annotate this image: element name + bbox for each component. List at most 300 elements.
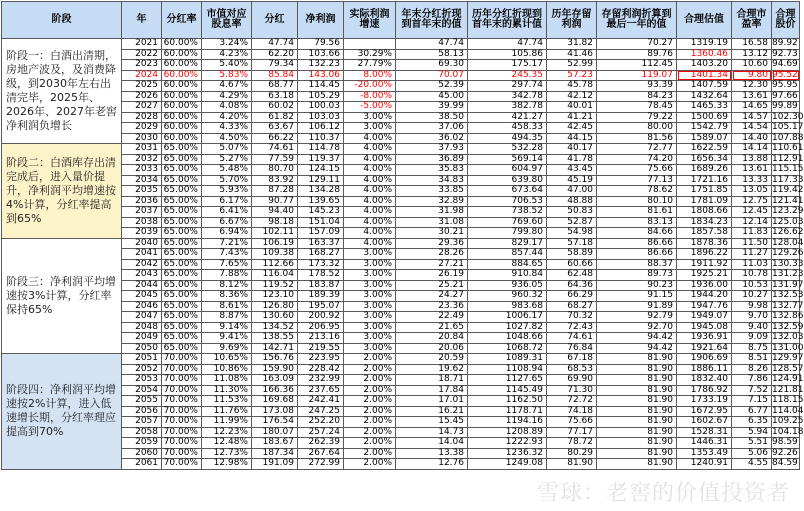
table-cell: 79.56 — [298, 39, 344, 50]
table-cell: 1672.95 — [677, 406, 732, 417]
table-cell: 90.77 — [252, 196, 298, 207]
table-cell: 65.00% — [162, 259, 202, 270]
table-cell: 47.74 — [468, 39, 547, 50]
table-cell: 769.60 — [468, 217, 547, 228]
table-cell: 132.53 — [772, 290, 804, 301]
table-cell: 40.17 — [547, 144, 597, 155]
table-cell: 1240.91 — [677, 459, 732, 470]
table-cell: 126.62 — [772, 227, 804, 238]
table-cell: 3.00% — [344, 249, 396, 260]
column-header: 年末分红折现到首年末的值 — [396, 2, 468, 39]
table-cell: 2033 — [122, 165, 162, 176]
table-cell: 2045 — [122, 291, 162, 302]
table-cell: 112.45 — [597, 60, 677, 71]
table-cell: 2023 — [122, 60, 162, 71]
table-cell: 31.82 — [547, 39, 597, 50]
table-cell: 36.89 — [396, 154, 468, 165]
table-cell: 5.48% — [202, 165, 252, 176]
table-cell: 145.23 — [298, 207, 344, 218]
column-header: 年 — [122, 2, 162, 39]
table-cell: 1786.92 — [677, 385, 732, 396]
table-cell: 124.91 — [772, 374, 804, 385]
table-cell: 1936.00 — [677, 280, 732, 291]
table-cell: 109.25 — [772, 416, 804, 427]
table-cell: 1249.08 — [468, 459, 547, 470]
table-cell: 65.00% — [162, 196, 202, 207]
table-cell: 5.93% — [202, 186, 252, 197]
table-row — [2, 217, 800, 228]
table-cell: 187.34 — [252, 448, 298, 459]
table-cell: 18.71 — [396, 375, 468, 386]
table-row — [2, 91, 800, 102]
table-cell: 189.39 — [298, 291, 344, 302]
column-header: 存留利润折算到最后一年的值 — [597, 2, 677, 39]
table-cell: 81.90 — [597, 375, 677, 386]
table-cell: 191.09 — [252, 459, 298, 470]
table-cell: 47.74 — [396, 39, 468, 50]
table-cell — [344, 39, 396, 50]
table-cell: 112.66 — [252, 259, 298, 270]
table-cell: 70.32 — [547, 312, 597, 323]
table-cell: 19.62 — [396, 364, 468, 375]
table-cell: 97.66 — [772, 90, 798, 101]
table-cell: 95.52 — [772, 69, 798, 80]
table-cell: 79.34 — [252, 60, 298, 71]
table-cell: 70.00% — [162, 406, 202, 417]
table-cell: 8.61% — [202, 301, 252, 312]
table-cell: 65.00% — [162, 322, 202, 333]
table-cell: 99.89 — [772, 101, 798, 112]
table-cell: 72.77 — [597, 144, 677, 155]
table-cell: 569.14 — [468, 154, 547, 165]
table-row — [2, 396, 800, 407]
table-cell: 64.36 — [547, 280, 597, 291]
column-header: 分红率 — [162, 2, 202, 39]
table-cell: 81.90 — [597, 438, 677, 449]
table-cell: 2.00% — [344, 427, 396, 438]
table-cell: 2022 — [122, 49, 162, 60]
table-cell: 11.30% — [202, 385, 252, 396]
table-cell: 94.40 — [252, 207, 298, 218]
table-cell: 2037 — [122, 207, 162, 218]
table-cell: 12.73% — [202, 448, 252, 459]
table-cell: 109.38 — [252, 249, 298, 260]
table-cell: 1236.32 — [468, 448, 547, 459]
table-cell: 129.97 — [772, 353, 804, 364]
table-row — [2, 112, 800, 123]
table-cell: 20.59 — [396, 354, 468, 365]
table-cell: 1733.19 — [677, 396, 732, 407]
table-cell: 48.88 — [547, 196, 597, 207]
table-cell: 213.16 — [298, 333, 344, 344]
table-cell: 129.26 — [772, 248, 804, 259]
table-cell: 829.17 — [468, 238, 547, 249]
table-cell: 39.99 — [396, 102, 468, 113]
table-cell: 119.07 — [597, 70, 677, 81]
table-row — [2, 49, 800, 60]
table-cell: 458.33 — [468, 123, 547, 134]
table-cell: 106.19 — [252, 238, 298, 249]
table-cell: 87.28 — [252, 186, 298, 197]
table-cell: 27.79% — [344, 60, 396, 71]
table-cell: 81.90 — [597, 385, 677, 396]
table-row — [2, 144, 800, 155]
table-cell: 3.24% — [202, 39, 252, 50]
table-cell: 9.80 — [732, 70, 772, 81]
table-cell: 68.27 — [547, 301, 597, 312]
table-cell: 26.19 — [396, 270, 468, 281]
table-cell: 70.00% — [162, 385, 202, 396]
table-cell: 2021 — [122, 39, 162, 50]
table-cell: 100.03 — [298, 102, 344, 113]
table-cell: 252.20 — [298, 417, 344, 428]
table-cell: 857.44 — [468, 249, 547, 260]
table-cell: 163.37 — [298, 238, 344, 249]
table-cell: 47.00 — [547, 186, 597, 197]
table-cell: 37.06 — [396, 123, 468, 134]
table-cell: 34.83 — [396, 175, 468, 186]
table-cell: 78.45 — [597, 102, 677, 113]
table-cell: 45.19 — [547, 175, 597, 186]
table-cell: 44.15 — [547, 133, 597, 144]
table-cell: 1465.33 — [677, 102, 732, 113]
table-cell: 31.08 — [396, 217, 468, 228]
table-cell: 2054 — [122, 385, 162, 396]
table-cell: 228.42 — [298, 364, 344, 375]
table-cell: 1006.17 — [468, 312, 547, 323]
table-row — [2, 196, 800, 207]
table-cell: 60.00% — [162, 112, 202, 123]
table-cell: 54.98 — [547, 228, 597, 239]
table-cell: 81.90 — [597, 354, 677, 365]
table-cell: 257.24 — [298, 427, 344, 438]
table-cell: 168.27 — [298, 249, 344, 260]
table-cell: 10.78 — [732, 270, 772, 281]
table-cell: 4.20% — [202, 112, 252, 123]
table-cell: 28.26 — [396, 249, 468, 260]
table-cell: 134.28 — [298, 186, 344, 197]
table-cell: 14.04 — [396, 438, 468, 449]
table-cell: 1945.08 — [677, 322, 732, 333]
table-cell: 50.83 — [547, 207, 597, 218]
table-cell: 11.03 — [732, 259, 772, 270]
table-cell: 1194.16 — [468, 417, 547, 428]
table-cell: 157.09 — [298, 228, 344, 239]
table-cell: 2032 — [122, 154, 162, 165]
table-cell: 143.06 — [298, 70, 344, 81]
table-cell: 41.21 — [547, 112, 597, 123]
watermark-text: 雪球：老窖的价值投资者 — [536, 481, 790, 506]
table-cell: 2057 — [122, 417, 162, 428]
table-cell: 94.42 — [597, 343, 677, 354]
table-cell: 1936.91 — [677, 333, 732, 344]
table-cell: 76.84 — [547, 343, 597, 354]
table-cell: 81.61 — [597, 207, 677, 218]
table-cell: 32.89 — [396, 196, 468, 207]
table-cell: 6.77 — [732, 406, 772, 417]
table-cell: 6.67% — [202, 217, 252, 228]
table-cell: 104.18 — [772, 426, 804, 437]
table-cell: 81.90 — [597, 427, 677, 438]
table-cell: 2030 — [122, 133, 162, 144]
table-cell: 5.70% — [202, 175, 252, 186]
table-cell: 2031 — [122, 144, 162, 155]
table-cell: 43.45 — [547, 165, 597, 176]
table-cell: 8.36% — [202, 291, 252, 302]
table-cell: 70.00% — [162, 364, 202, 375]
table-cell: 65.00% — [162, 270, 202, 281]
table-cell: 119.52 — [252, 280, 298, 291]
table-cell: 23.36 — [396, 301, 468, 312]
table-cell: 3.00% — [344, 259, 396, 270]
table-cell: 110.61 — [772, 143, 804, 154]
table-cell: 30.21 — [396, 228, 468, 239]
table-cell: 95.95 — [772, 80, 798, 91]
table-row — [2, 280, 800, 291]
table-cell: 2047 — [122, 312, 162, 323]
table-cell: 132.86 — [772, 311, 804, 322]
table-cell: 67.18 — [547, 354, 597, 365]
table-cell: 1656.34 — [677, 154, 732, 165]
table-cell: 36.02 — [396, 133, 468, 144]
table-cell: 132.59 — [772, 321, 804, 332]
table-cell: 92.73 — [772, 48, 798, 59]
table-cell: 2051 — [122, 354, 162, 365]
table-cell: 2039 — [122, 228, 162, 239]
table-cell: 1401.34 — [677, 70, 732, 81]
table-cell: 17.84 — [396, 385, 468, 396]
table-cell: 3.00% — [344, 343, 396, 354]
table-cell: 1403.20 — [677, 60, 732, 71]
table-cell: 3.00% — [344, 301, 396, 312]
table-cell: 195.07 — [298, 301, 344, 312]
table-row — [2, 343, 800, 354]
table-cell: 2046 — [122, 301, 162, 312]
table-cell: 13.05 — [732, 186, 772, 197]
table-cell: 16.21 — [396, 406, 468, 417]
table-cell: 10.27 — [732, 291, 772, 302]
table-cell: 1145.49 — [468, 385, 547, 396]
table-cell: 84.66 — [597, 228, 677, 239]
table-cell: 173.32 — [298, 259, 344, 270]
table-cell: -20.00% — [344, 81, 396, 92]
table-cell: 21.65 — [396, 322, 468, 333]
table-cell: 129.11 — [298, 175, 344, 186]
table-cell: 65.00% — [162, 154, 202, 165]
table-cell: 1781.09 — [677, 196, 732, 207]
table-cell: 110.37 — [298, 133, 344, 144]
table-row — [2, 186, 800, 197]
table-cell: 2055 — [122, 396, 162, 407]
table-cell: 131.23 — [772, 269, 804, 280]
table-cell: 105.86 — [468, 49, 547, 60]
table-cell: 70.00% — [162, 375, 202, 386]
table-cell: 57.18 — [547, 238, 597, 249]
table-row — [2, 301, 800, 312]
table-cell: 12.30 — [732, 81, 772, 92]
table-cell: 13.61 — [732, 165, 772, 176]
table-row — [2, 406, 800, 417]
table-cell: 81.90 — [597, 396, 677, 407]
table-cell: 130.33 — [772, 258, 804, 269]
table-cell: 12.76 — [396, 459, 468, 470]
table-cell: 183.87 — [298, 280, 344, 291]
table-cell: 2060 — [122, 448, 162, 459]
table-row — [2, 228, 800, 239]
table-cell: -5.00% — [344, 102, 396, 113]
table-cell: 237.65 — [298, 385, 344, 396]
table-cell: 70.07 — [396, 70, 468, 81]
table-cell: 4.67% — [202, 81, 252, 92]
table-cell: 2.00% — [344, 459, 396, 470]
table-cell: 1906.69 — [677, 354, 732, 365]
table-cell: 91.15 — [597, 291, 677, 302]
table-cell: 8.26 — [732, 364, 772, 375]
table-cell: 9.40 — [732, 322, 772, 333]
table-cell: 118.15 — [772, 395, 804, 406]
table-cell: 5.07% — [202, 144, 252, 155]
table-cell: 2059 — [122, 438, 162, 449]
table-cell: 4.00% — [344, 228, 396, 239]
table-cell: 175.17 — [468, 60, 547, 71]
table-cell: 15.45 — [396, 417, 468, 428]
table-cell: 89.76 — [597, 49, 677, 60]
table-cell: 81.90 — [597, 417, 677, 428]
table-cell: 65.00% — [162, 333, 202, 344]
table-cell: 342.78 — [468, 91, 547, 102]
table-cell: 72.72 — [547, 396, 597, 407]
table-cell: 139.65 — [298, 196, 344, 207]
table-cell: 2036 — [122, 196, 162, 207]
table-cell: 13.12 — [732, 49, 772, 60]
table-cell: 706.53 — [468, 196, 547, 207]
table-cell: 4.23% — [202, 49, 252, 60]
table-cell: 178.52 — [298, 270, 344, 281]
table-cell: 2.00% — [344, 385, 396, 396]
table-cell: 206.95 — [298, 322, 344, 333]
table-cell: 24.27 — [396, 291, 468, 302]
table-cell: 10.65% — [202, 354, 252, 365]
table-cell: 7.65% — [202, 259, 252, 270]
table-row — [2, 354, 800, 365]
table-cell: 1921.64 — [677, 343, 732, 354]
table-cell: 163.09 — [252, 375, 298, 386]
table-cell: 42.45 — [547, 123, 597, 134]
table-cell: 132.77 — [772, 300, 804, 311]
table-cell: 70.00% — [162, 427, 202, 438]
table-cell: 98.18 — [252, 217, 298, 228]
table-cell: 126.80 — [252, 301, 298, 312]
table-cell: 123.29 — [772, 206, 804, 217]
table-cell: 1878.36 — [677, 238, 732, 249]
table-cell: 66.22 — [252, 133, 298, 144]
table-cell: 74.61 — [252, 144, 298, 155]
table-cell: 673.64 — [468, 186, 547, 197]
table-cell: 57.23 — [547, 70, 597, 81]
table-cell: 159.90 — [252, 364, 298, 375]
table-cell: 2052 — [122, 364, 162, 375]
table-cell: 3.00% — [344, 112, 396, 123]
table-cell: 92.79 — [597, 312, 677, 323]
table-cell: 45.78 — [547, 81, 597, 92]
table-cell: 7.52 — [732, 385, 772, 396]
table-cell: 31.98 — [396, 207, 468, 218]
table-cell: 60.00% — [162, 91, 202, 102]
table-row — [2, 154, 800, 165]
table-row — [2, 60, 800, 71]
table-cell: 4.50% — [202, 133, 252, 144]
table-cell: 119.37 — [298, 154, 344, 165]
table-cell: 2026 — [122, 91, 162, 102]
table-cell: 910.84 — [468, 270, 547, 281]
table-cell: 1027.82 — [468, 322, 547, 333]
table-row — [2, 448, 800, 459]
table-row — [2, 385, 800, 396]
table-cell: 38.50 — [396, 112, 468, 123]
table-cell: 16.58 — [732, 39, 772, 50]
table-cell: 4.08% — [202, 102, 252, 113]
table-cell: 4.00% — [344, 175, 396, 186]
table-cell: 1528.31 — [677, 427, 732, 438]
table-cell: 3.00% — [344, 123, 396, 134]
table-cell: 71.30 — [547, 385, 597, 396]
table-cell: 20.84 — [396, 333, 468, 344]
table-cell: 2035 — [122, 186, 162, 197]
table-cell: 4.00% — [344, 186, 396, 197]
table-cell: 14.57 — [732, 112, 772, 123]
table-cell: 123.10 — [252, 291, 298, 302]
table-cell: 3.00% — [344, 280, 396, 291]
table-cell: 4.00% — [344, 196, 396, 207]
column-header: 市值对应股息率 — [202, 2, 252, 39]
table-cell: 11.99% — [202, 417, 252, 428]
table-cell: 6.17% — [202, 196, 252, 207]
table-cell: 1500.69 — [677, 112, 732, 123]
table-cell: 85.84 — [252, 70, 298, 81]
table-cell: 65.00% — [162, 207, 202, 218]
table-cell: 272.99 — [298, 459, 344, 470]
column-header: 实际利润增速 — [344, 2, 396, 39]
table-cell: 1222.93 — [468, 438, 547, 449]
table-cell: 4.00% — [344, 144, 396, 155]
table-row — [2, 427, 800, 438]
table-cell: 200.92 — [298, 312, 344, 323]
table-cell: 11.53% — [202, 396, 252, 407]
table-cell: 799.80 — [468, 228, 547, 239]
table-cell: 5.94 — [732, 427, 772, 438]
table-cell: 11.50 — [732, 238, 772, 249]
table-cell: 12.75 — [732, 196, 772, 207]
table-cell: 41.46 — [547, 49, 597, 60]
table-cell: 2.00% — [344, 417, 396, 428]
table-cell: 128.04 — [772, 237, 804, 248]
table-cell: 130.60 — [252, 312, 298, 323]
table-cell: 65.00% — [162, 144, 202, 155]
table-cell: 65.00% — [162, 343, 202, 354]
table-cell: 1751.85 — [677, 186, 732, 197]
table-cell: 2041 — [122, 249, 162, 260]
table-cell: 1589.07 — [677, 133, 732, 144]
table-cell: 6.94% — [202, 228, 252, 239]
table-cell: 58.89 — [547, 249, 597, 260]
table-row — [2, 238, 800, 249]
table-row — [2, 333, 800, 344]
table-row — [2, 322, 800, 333]
table-cell: 1162.50 — [468, 396, 547, 407]
table-cell: 6.41% — [202, 207, 252, 218]
table-cell: 8.87% — [202, 312, 252, 323]
table-cell: 58.13 — [396, 49, 468, 60]
